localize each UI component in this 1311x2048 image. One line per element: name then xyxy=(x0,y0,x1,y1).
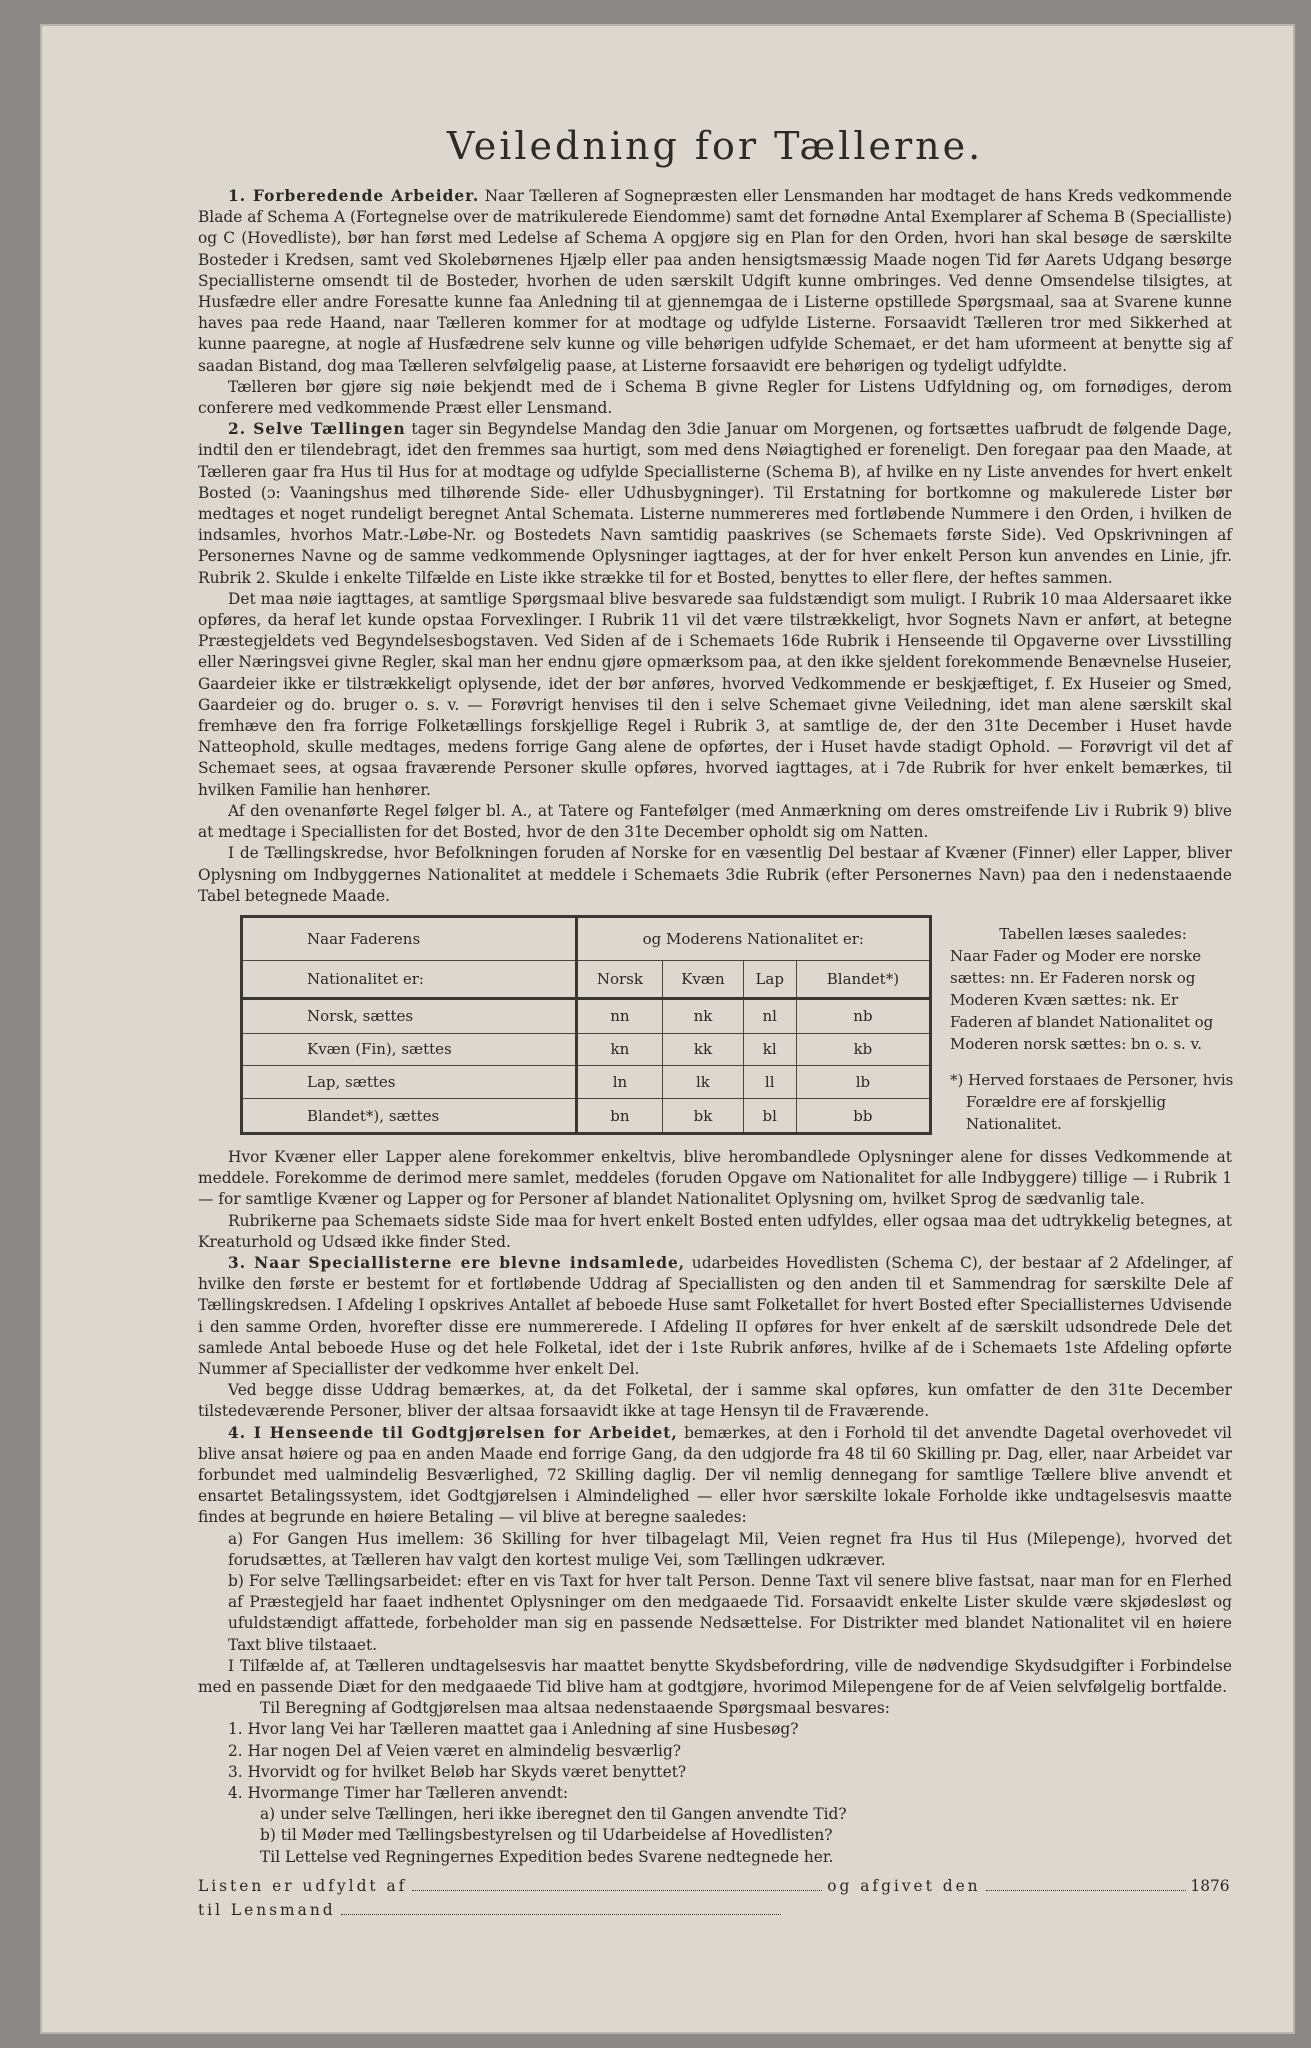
table-cell: bn xyxy=(576,1099,663,1134)
table-row xyxy=(242,998,931,1033)
signature-block xyxy=(198,1874,1232,1922)
section-1-text: Naar Tælleren af Sognepræsten eller Lensmanden har modtaget de hans Kreds vedkommende Blade af Schema A (Fortegnelse over de matrikulerede Eiendomme) samt det fornødne Antal Exemplarer af Schema B (Specialliste) og C (Hovedliste), bør han først med Ledelse af Schema A opgjøre sig en Plan for den Orden, hvori han skal besøge de særskilte Bosteder i Kredsen, samt ved Skolebørnenes Hjælp eller paa anden hensigtsmæssig Maade nogen Tid før Aarets Udgang besørge Speciallisterne omsendt til de Bosteder, hvorhen de uden særskilt Udgift kunne ombringes. Ved denne Omsendelse tilsigtes, at Husfædre eller andre Foresatte kunne faa Anledning til at gjennemgaa de i Listerne opstillede Spørgsmaal, saa at Svarene kunne haves paa rede Haand, naar Tælleren kommer for at modtage og udfylde Listerne. Forsaavidt Tælleren tror med Sikkerhed at kunne paaregne, at nogle af Husfædrene selv kunne og ville behørigen udfylde Schemaet, er det ham uformeent at benytte sig af saadan Bistand, dog maa Tælleren selvfølgelig paase, at Listerne forsaavidt ere behørigen og tydeligt udfyldte. xyxy=(198,187,1232,375)
section-3-heading: 3. Naar Speciallisterne ere blevne indsamlede, xyxy=(228,1253,686,1272)
delivered-date-field[interactable] xyxy=(986,1890,1186,1891)
section-3-paragraph-2: Ved begge disse Uddrag bemærkes, at, da det Folketal, der i samme skal opføres, kun omfatter de den 31te December tilstedeværende Personer, bliver der altsaa forsaavidt ikke at tage Hensyn til de Fraværende. xyxy=(198,1381,1232,1421)
table-col-header: Kvæn xyxy=(663,960,743,998)
section-1-heading: 1. Forberedende Arbeider. xyxy=(228,187,480,205)
section-2-paragraph-3: Af den ovenanførte Regel følger bl. A., at Tatere og Fantefølger (med Anmærkning om deres omstreifende Liv i Rubrik 9) blive at medtage i Speciallisten for det Bosted, hvor de den 31te December opholdt sig om Natten. xyxy=(198,801,1232,842)
table-cell: lb xyxy=(796,1066,930,1099)
table-header-mother: og Moderens Nationalitet er: xyxy=(576,916,930,960)
signature-line-2 xyxy=(198,1898,1232,1922)
list-item: 2. Har nogen Del af Veien været en almindelig besværlig? xyxy=(228,1741,682,1760)
table-col-header: Lap xyxy=(743,960,796,998)
delivered-label: og afgivet den xyxy=(827,1876,981,1895)
table-cell: kb xyxy=(796,1033,930,1066)
to-lensmand-label: til Lensmand xyxy=(198,1900,336,1919)
section-4-item-a: a) For Gangen Hus imellem: 36 Skilling for hver tilbagelagt Mil, Veien regnet fra Hus til Hus (Milepenge), hvorved det forudsættes, at Tælleren hav valgt den kortest mulige Vei, som Tællingen udkræver. xyxy=(228,1529,1232,1569)
table-cell: nb xyxy=(796,998,930,1033)
section-3-paragraph xyxy=(198,1253,1232,1380)
section-4-paragraph-4: Til Lettelse ved Regningernes Expedition bedes Svarene nedtegnede her. xyxy=(260,1847,834,1866)
section-2-heading: 2. Selve Tællingen xyxy=(228,420,406,439)
page-title: Veiledning for Tællerne. xyxy=(446,124,984,168)
list-item: b) til Møder med Tællingsbestyrelsen og til Udarbeidelse af Hovedlisten? xyxy=(260,1826,833,1845)
table-row-label: Blandet*), sættes xyxy=(242,1099,577,1134)
section-2-text: tager sin Begyndelse Mandag den 3die Januar om Morgenen, og fortsættes uafbrudt de følgende Dage, indtil den er tilendebragt, idet den fremmes saa hurtigt, som med dens Nøiagtighed er foreneligt. Den foregaar paa den Maade, at Tælleren gaar fra Hus til Hus for at modtage og udfylde Speciallisterne (Schema B), af hvilke en ny Liste anvendes for hvert enkelt Bosted (ɔ: Vaaningshus med tilhørende Side- eller Udhusbygninger). Til Erstatning for bortkomne og makulerede Lister bør medtages et noget rundeligt beregnet Antal Schemata. Listerne nummereres med fortløbende Nummere i den Orden, i hvilken de indsamles, hvorhos Matr.-Løbe-Nr. og Bostedets Navn samtidig paaskrives (se Schemaets første Side). Ved Opskrivningen af Personernes Navne og de samme vedkommende Oplysninger iagttages, at der for hver enkelt Person kun anvendes en Linie, jfr. Rubrik 2. Skulde i enkelte Tilfælde en Liste ikke strække til for et Bosted, benyttes to eller flere, der heftes sammen. xyxy=(198,420,1232,587)
table-col-header: Blandet*) xyxy=(796,960,930,998)
filled-by-label: Listen er udfyldt af xyxy=(198,1876,408,1895)
table-cell: bk xyxy=(663,1099,743,1134)
table-footnote: *) Herved forstaaes de Personer, hvis Forældre ere af forskjellig Nationalitet. xyxy=(950,1070,1234,1133)
table-cell: kn xyxy=(576,1033,663,1066)
section-4-paragraph xyxy=(198,1423,1232,1529)
question-list xyxy=(198,1719,1232,1846)
lensmand-field[interactable] xyxy=(341,1914,781,1915)
table-cell: bl xyxy=(743,1099,796,1134)
table-cell: lk xyxy=(663,1066,743,1099)
list-item: 3. Hvorvidt og for hvilket Beløb har Skyds været benyttet? xyxy=(228,1762,687,1781)
section-4-paragraph-3: Til Beregning af Godtgjørelsen maa altsaa nedenstaaende Spørgsmaal besvares: xyxy=(260,1699,890,1718)
section-4-heading: 4. I Henseende til Godtgjørelsen for Arbeidet, xyxy=(228,1423,678,1442)
table-row xyxy=(242,1099,931,1134)
section-4-text: bemærkes, at den i Forhold til det anvendte Dagetal overhovedet vil blive ansat høiere og paa en anden Maade end forrige Gang, da den udgjorde fra 48 til 60 Skilling pr. Dag, eller, naar Arbeidet var forbundet med ualmindelig Besværlighed, 72 Skilling daglig. Der vil nemlig dennegang for samtlige Tællere blive anvendt et ensartet Betalingssystem, idet Godtgjørelsen i Almindelighed — eller hvor særskilte lokale Forholde ikke undtagelsesvis maatte findes at begrunde en høiere Betaling — vil blive at beregne saaledes: xyxy=(198,1423,1232,1527)
section-3-text: udarbeides Hovedlisten (Schema C), der bestaar af 2 Afdelinger, af hvilke den første er bestemt for et fortløbende Uddrag af Speciallisten og den anden til et Sammendrag for særskilte Dele af Tællingskredsen. I Afdeling I opskrives Antallet af beboede Huse samt Folketallet for hvert Bosted efter Speciallisternes Udvisende i den samme Orden, hvorefter disse ere nummererede. I Afdeling II opføres for hver enkelt af de særskilt udsondrede Dele det samlede Antal beboede Huse og det hele Folketal, idet der i 1ste Rubrik anføres, hvilke af de i Schemaets 1ste Afdeling opførte Nummer af Speciallister der vedkomme hver enkelt Del. xyxy=(198,1253,1232,1378)
table-cell: nn xyxy=(576,998,663,1033)
after-table-paragraph-2: Rubrikerne paa Schemaets sidste Side maa for hvert enkelt Bosted enten udfyldes, eller ogsaa maa det udtrykkelig betegnes, at Kreaturhold og Udsæd ikke finder Sted. xyxy=(198,1211,1232,1251)
after-table-paragraph-1: Hvor Kvæner eller Lapper alene forekommer enkeltvis, blive herombandlede Oplysninger alene for disses Vedkommende at meddele. Forekomme de derimod mere samlet, meddeles (foruden Opgave om Nationalitet for alle Indbyggere) tillige — i Rubrik 1 — for samtlige Kvæner og Lapper og for Personer af blandet Nationalitet Oplysning om, hvilket Sprog de sædvanlig tale. xyxy=(198,1147,1232,1209)
nationality-table-section xyxy=(198,915,1232,1141)
section-2-paragraph-2: Det maa nøie iagttages, at samtlige Spørgsmaal blive besvarede saa fuldstændigt som muligt. I Rubrik 10 maa Aldersaaret ikke opføres, da heraf let kunde opstaa Forvexlinger. I Rubrik 11 vil det være tilstrækkeligt, hvor Sognets Navn er anført, at betegne Præstegjeldets ved Begyndelsesbogstaven. Ved Siden af de i Schemaets 16de Rubrik i Henseende til Opgaverne over Livsstilling eller Næringsvei givne Regler, skal man her endnu gjøre opmærksom paa, at den ikke sjeldent forekommende Benævnelse Huseier, Gaardeier ikke er tilstrækkeligt oplysende, idet der bør anføres, hvorved Vedkommende er beskjæftiget, f. Ex Huseier og Smed, Gaardeier og do. bruger o. s. v. — Forøvrigt henvises til den i selve Schemaet givne Veiledning, idet man alene særskilt skal fremhæve den fra forrige Folketællings forskjellige Regel i Rubrik 3, at samtlige de, der den 31te December i Huset havde Natteophold, skulle medtages, medens forrige Gang alene de opførtes, der i Huset havde stadigt Ophold. — Forøvrigt vil det af Schemaet sees, at ogsaa fraværende Personer skulle opføres, hvorved iagttages, at i 7de Rubrik for hver enkelt bemærkes, til hvilken Familie han henhører. xyxy=(198,589,1232,799)
year-label: 1876 xyxy=(1190,1876,1230,1895)
signature-line-1 xyxy=(198,1874,1232,1898)
table-explanation xyxy=(950,923,1236,1135)
table-cell: nk xyxy=(663,998,743,1033)
list-item: 1. Hvor lang Vei har Tælleren maattet gaa i Anledning af sine Husbesøg? xyxy=(228,1720,799,1739)
section-1-paragraph xyxy=(198,186,1232,377)
table-cell: kk xyxy=(663,1033,743,1066)
nationality-table xyxy=(240,915,932,1135)
table-header-father-1: Naar Faderens xyxy=(242,916,577,960)
table-cell: kl xyxy=(743,1033,796,1066)
section-2-paragraph-4: I de Tællingskredse, hvor Befolkningen foruden af Norske for en væsentlig Del bestaar af Kvæner (Finner) eller Lapper, bliver Oplysning om Indbyggernes Nationalitet at meddele i Schemaets 3die Rubrik (efter Personernes Navn) paa den i nedenstaaende Tabel betegnede Maade. xyxy=(198,844,1232,905)
table-explanation-title: Tabellen læses saaledes: xyxy=(999,924,1187,943)
table-cell: bb xyxy=(796,1099,930,1134)
table-row xyxy=(242,1033,931,1066)
table-row xyxy=(242,1066,931,1099)
table-row-label: Kvæn (Fin), sættes xyxy=(242,1033,577,1066)
table-col-header: Norsk xyxy=(576,960,663,998)
table-row-label: Lap, sættes xyxy=(242,1066,577,1099)
filled-by-field[interactable] xyxy=(412,1890,822,1891)
table-cell: ll xyxy=(743,1066,796,1099)
section-2-paragraph xyxy=(198,419,1232,589)
document-page xyxy=(40,24,1295,2034)
table-header-father-2: Nationalitet er: xyxy=(242,960,577,998)
document-content xyxy=(198,106,1232,1922)
table-row-label: Norsk, sættes xyxy=(242,998,577,1033)
table-explanation-text: Naar Fader og Moder ere norske sættes: nn. Er Faderen norsk og Moderen Kvæn sættes: nk. Er Faderen af blandet Nationalitet og Moderen norsk sættes: bn o. s. v. xyxy=(950,946,1214,1053)
list-item: 4. Hvormange Timer har Tælleren anvendt: xyxy=(228,1784,569,1802)
table-cell: nl xyxy=(743,998,796,1033)
section-4-paragraph-2: I Tilfælde af, at Tælleren undtagelsesvis har maattet benytte Skydsbefordring, ville de nødvendige Skydsudgifter i Forbindelse med en passende Diæt for den medgaaede Tid blive ham at godtgjøre, hvorimod Milepengene for de af Veien selvfølgelig bortfalde. xyxy=(198,1656,1232,1696)
table-cell: ln xyxy=(576,1066,663,1099)
section-1-paragraph-2: Tælleren bør gjøre sig nøie bekjendt med de i Schema B givne Regler for Listens Udfyldning og, om fornødiges, derom conferere med vedkommende Præst eller Lensmand. xyxy=(198,377,1232,418)
list-item: a) under selve Tællingen, heri ikke iberegnet den til Gangen anvendte Tid? xyxy=(260,1805,847,1824)
section-4-item-b: b) For selve Tællingsarbeidet: efter en vis Taxt for hver talt Person. Denne Taxt vil senere blive fastsat, naar man for en Flerhed af Præstegjeld har faaet indhentet Oplysninger om den medgaaede Tid. Forsaavidt enkelte Lister skulde være skjødesløst og ufuldstændigt affattede, forbeholder man sig en passende Nedsættelse. For Distrikter med blandet Nationalitet vil en høiere Taxt blive tilstaaet. xyxy=(228,1571,1232,1654)
